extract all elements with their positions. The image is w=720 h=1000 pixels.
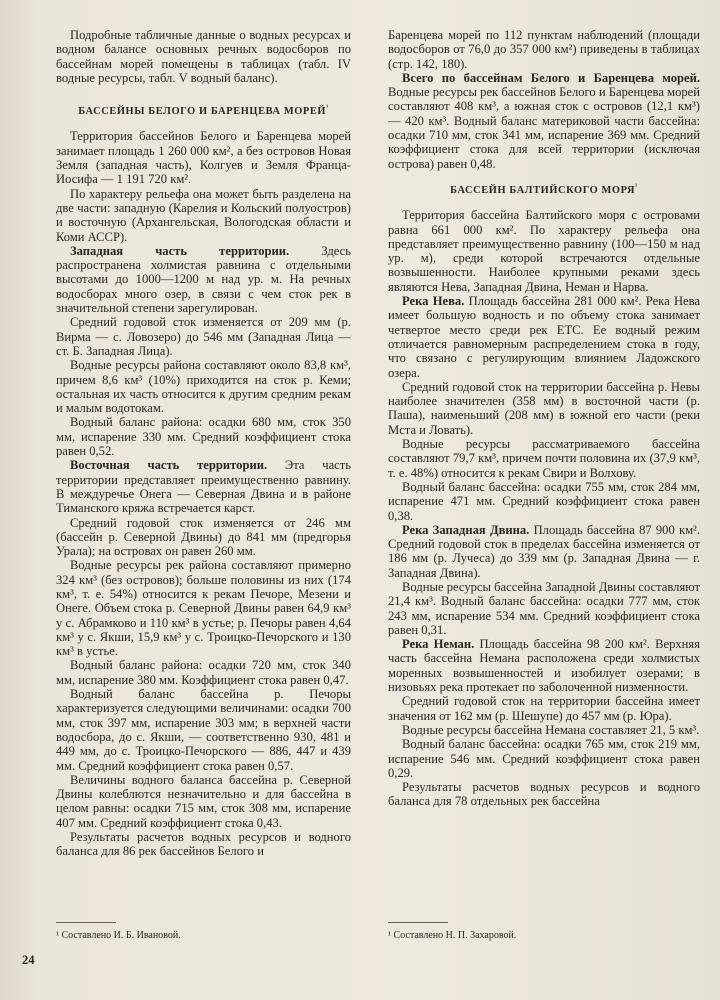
footnote-right: ¹ Составлено Н. П. Захаровой. <box>388 930 517 941</box>
paragraph: Территория бассейнов Белого и Баренцева морей занимает площадь 1 260 000 км², а без островов Новая Земля (западная часть), Колгуев и Земля Франца-Иосифа — 1 191 720 км². <box>56 129 351 187</box>
footnote-ref: ¹ <box>635 182 638 191</box>
paragraph: Средний годовой сток изменяется от 246 мм (бассейн р. Северной Двины) до 841 мм (предгорья Урала); на островах он равен 260 мм. <box>56 515 351 559</box>
paragraph: Результаты расчетов водных ресурсов и водного баланса для 86 рек бассейнов Белого и <box>56 830 351 859</box>
paragraph-west <box>56 244 351 315</box>
subsection-title: Река Нева. <box>402 294 465 309</box>
paragraph: Водный баланс бассейна: осадки 755 мм, сток 284 мм, испарение 471 мм. Средний коэффициент стока равен 0,38. <box>388 479 700 523</box>
paragraph: Водные ресурсы рек района составляют примерно 324 км³ (без островов); больше половины из них (174 км³, т. е. 54%) относится к рекам Печоре, Мезени и Онеге. Объем стока р. Северной Двины равен 64,9 км³ у с. Абрамково и 110 км³ в устье; р. Печоры равен 4,64 км³ у с. Якши, 15,9 км³ у с. Троицко-Печорского и 130 км³ в устье. <box>56 558 351 659</box>
paragraph-text: Водные ресурсы рек бассейнов Белого и Баренцева морей составляют 408 км³, а южная сток с островов (12,1 км³) — 420 км³. Водный баланс материковой части бассейна: осадки 710 мм, сток 341 мм, испарение 369 мм. Средний коэффициент стока для всей территории (исключая острова) равен 0,48. <box>388 85 700 171</box>
footnote-divider <box>56 922 116 923</box>
paragraph-text: Эта часть территории представляет преимущественно равнину. В междуречье Онега — Северная Двина и в районе Тиманского кряжа встречается карст. <box>56 458 351 516</box>
paragraph-text: Площадь бассейна 281 000 км². Река Нева имеет большую водность и по объему стока занимает четвертое место среди рек ЕТС. Ее водный режим отличается равномерным распределением стока в году, что связано с регулирующим влиянием Ладожского озера. <box>388 294 700 380</box>
paragraph-neva <box>388 294 700 380</box>
paragraph: Величины водного баланса бассейна р. Северной Двины колеблются незначительно и для бассейна в целом равны: осадки 715 мм, сток 308 мм, испарение 407 мм. Средний коэффициент стока 0,43. <box>56 772 351 830</box>
paragraph: Водные ресурсы бассейна Немана составляет 21, 5 км³. <box>402 722 700 737</box>
footnote-divider <box>388 922 448 923</box>
subsection-title: Всего по бассейнам Белого и Баренцева морей. <box>402 70 700 85</box>
intro-paragraph: Подробные табличные данные о водных ресурсах и водном балансе основных речных водосборов по бассейнам морей помещены в таблицах (табл. IV водные ресурсы, табл. V водный баланс). <box>56 28 351 85</box>
paragraph: Средний годовой сток на территории бассейна имеет значения от 162 мм (р. Шешупе) до 457 мм (р. Юра). <box>388 694 700 723</box>
paragraph-total <box>388 71 700 171</box>
paragraph: Водный баланс района: осадки 680 мм, сток 350 мм, испарение 330 мм. Средний коэффициент стока равен 0,52. <box>56 415 351 459</box>
page-number: 24 <box>22 953 35 967</box>
subsection-title: Река Неман. <box>402 637 475 652</box>
paragraph: Водный баланс района: осадки 720 мм, сток 340 мм, испарение 380 мм. Коэффициент стока равен 0,47. <box>56 658 351 687</box>
paragraph-neman <box>388 637 700 694</box>
subsection-title: Восточная часть территории. <box>70 458 268 473</box>
heading-text: БАССЕЙНЫ БЕЛОГО И БАРЕНЦЕВА МОРЕЙ <box>78 106 327 118</box>
paragraph-text: Площадь бассейна 98 200 км². Верхняя часть бассейна Немана расположена среди холмистых моренных возвышенностей и изобилует озерами; в низовьях река протекает по заболоченной низменности. <box>388 637 700 695</box>
paragraph: Водный баланс бассейна: осадки 765 мм, сток 219 мм, испарение 546 мм. Средний коэффициент стока равен 0,29. <box>388 737 700 780</box>
paragraph-east <box>56 458 351 515</box>
paragraph-text: Здесь распространена холмистая равнина с отдельными высотами до 1000—1200 м над ур. м. На речных водосборах много озер, в связи с чем сток рек в значительной степени зарегулирован. <box>56 243 351 316</box>
footnote-left: ¹ Составлено И. Б. Ивановой. <box>56 930 181 941</box>
paragraph: Результаты расчетов водных ресурсов и водного баланса для 78 отдельных рек бассейна <box>388 780 700 809</box>
section-heading-baltic <box>388 184 700 198</box>
heading-text: БАССЕЙН БАЛТИЙСКОГО МОРЯ <box>450 184 636 196</box>
left-column <box>56 28 351 859</box>
paragraph: По характеру рельефа она может быть разделена на две части: западную (Карелия и Кольский полуостров) и восточную (Архангельская, Вологодская области и Коми АССР). <box>56 186 351 244</box>
paragraph: Водные ресурсы района составляют около 83,8 км³, причем 8,6 км³ (10%) приходится на сток р. Кеми; остальная их часть относится к другим средним рекам и малым водотокам. <box>56 358 351 416</box>
footnote-ref: ¹ <box>326 103 329 112</box>
paragraph: Водные ресурсы бассейна Западной Двины составляют 21,4 км³. Водный баланс бассейна: осадки 777 мм, сток 243 мм, испарение 534 мм. Средний коэффициент стока равен 0,31. <box>388 579 700 637</box>
subsection-title: Река Западная Двина. <box>402 522 530 537</box>
section-heading-white-barents <box>56 105 351 119</box>
paragraph: Средний годовой сток на территории бассейна р. Невы наиболее значителен (358 мм) в восточной части (р. Паша), наименьший (208 мм) в южной его части (реки Мста и Ловать). <box>388 379 700 437</box>
paragraph: Водный баланс бассейна р. Печоры характеризуется следующими величинами: осадки 700 мм, сток 397 мм, испарение 303 мм; в верхней части водосбора, до с. Якши, — соответственно 930, 481 и 449 мм, до с. Троицко-Печорского — 886, 447 и 439 мм. Средний коэффициент стока равен 0,57. <box>56 687 351 773</box>
paragraph-west-dvina <box>388 523 700 580</box>
continued-paragraph: Баренцева морей по 112 пунктам наблюдений (площади водосборов от 76,0 до 357 000 км²) приведены в таблицах (стр. 142, 180). <box>388 28 700 71</box>
subsection-title: Западная часть территории. <box>70 243 290 258</box>
right-column <box>388 28 700 809</box>
paragraph: Водные ресурсы рассматриваемого бассейна составляют 79,7 км³, причем почти половина их (37,9 км³, т. е. 48%) относится к рекам Свири и Волхову. <box>388 437 700 480</box>
paragraph-text: Площадь бассейна 87 900 км². Средний годовой сток в пределах бассейна изменяется от 186 мм (р. Лучеса) до 339 мм (р. Западная Двина — г. Западная Двина). <box>388 522 700 580</box>
paragraph: Территория бассейна Балтийского моря с островами равна 661 000 км². По характеру рельефа она представляет преимущественно равнину (100—150 м над ур. м), среди которой встречаются отдельные возвышенности. Наиболее крупными реками здесь являются Нева, Западная Двина, Неман и Нарва. <box>388 208 700 294</box>
paragraph: Средний годовой сток изменяется от 209 мм (р. Вирма — с. Ловозеро) до 546 мм (Западная Лица — ст. Б. Западная Лица). <box>56 315 351 358</box>
